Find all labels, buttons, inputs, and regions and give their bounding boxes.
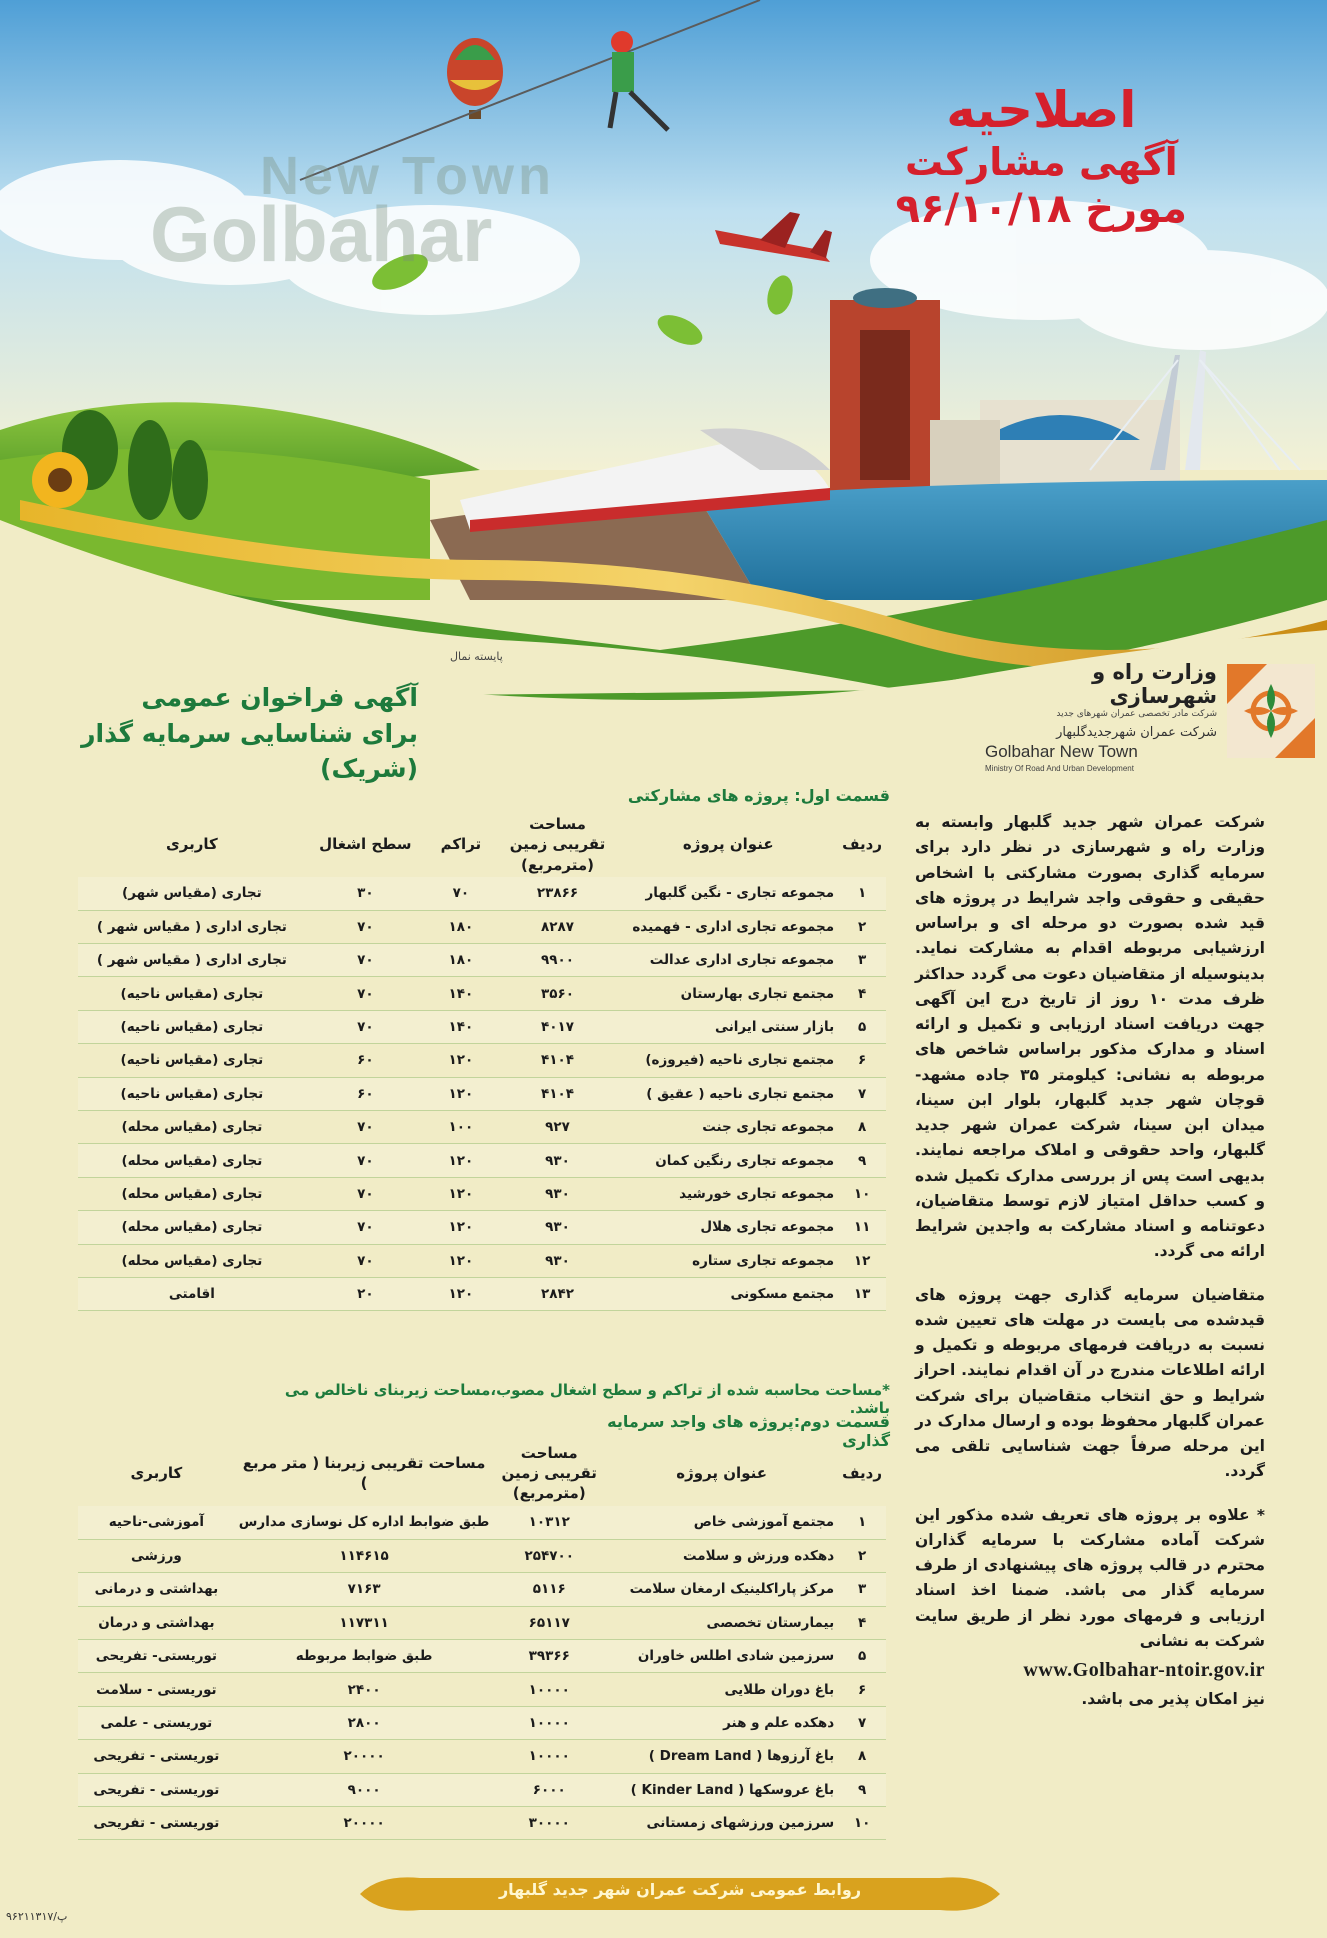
body-closing: نیز امکان پذیر می باشد. [1081, 1689, 1265, 1708]
table-row [78, 1573, 886, 1606]
table-row [78, 1177, 886, 1210]
row-number-cell: ۱۳ [838, 1277, 886, 1310]
land-use-cell: تجاری (مقیاس ناحیه) [78, 1010, 306, 1043]
table-row [78, 1110, 886, 1143]
building-area-cell: ۱۱۷۳۱۱ [235, 1606, 494, 1639]
land-area-cell: ۹۹۰۰ [497, 944, 619, 977]
land-area-cell: ۴۱۰۴ [497, 1044, 619, 1077]
project-title-cell: باغ آرزوها ( Dream Land ) [605, 1740, 838, 1773]
table-row [78, 1539, 886, 1572]
density-cell: ۱۸۰ [425, 944, 497, 977]
land-area-cell: ۱۰۳۱۲ [493, 1506, 605, 1539]
row-number-cell: ۲ [838, 1539, 886, 1572]
partnership-projects-table [78, 812, 886, 1311]
occupancy-cell: ۷۰ [306, 944, 425, 977]
project-title-cell: سرزمین شادی اطلس خاوران [605, 1640, 838, 1673]
row-number-cell: ۳ [838, 944, 886, 977]
column-header-4: سطح اشغال [319, 835, 412, 854]
table-row [78, 1144, 886, 1177]
project-title-cell: مرکز پاراکلینیک ارمغان سلامت [605, 1573, 838, 1606]
land-area-cell: ۳۹۳۶۶ [493, 1640, 605, 1673]
project-title-cell: مجتمع مسکونی [618, 1277, 838, 1310]
column-header-4: کاربری [130, 1463, 183, 1482]
project-title-cell: بیمارستان تخصصی [605, 1606, 838, 1639]
company-name-en: Golbahar New Town [985, 742, 1138, 761]
density-cell: ۱۸۰ [425, 910, 497, 943]
occupancy-cell: ۶۰ [306, 1077, 425, 1110]
land-area-cell: ۹۲۷ [497, 1110, 619, 1143]
photo-credit: پایسته نمال [450, 650, 503, 663]
table-row [78, 877, 886, 910]
land-use-cell: ورزشی [78, 1539, 235, 1572]
project-title-cell: مجموعه تجاری خورشید [618, 1177, 838, 1210]
land-use-cell: تجاری اداری ( مقیاس شهر ) [78, 944, 306, 977]
ministry-subtitle: شرکت مادر تخصصی عمران شهرهای جدید [1056, 709, 1217, 719]
land-area-cell: ۱۰۰۰۰ [493, 1740, 605, 1773]
table-row [78, 977, 886, 1010]
table-header-row [78, 812, 886, 877]
land-area-cell: ۱۰۰۰۰ [493, 1706, 605, 1739]
correction-subtitle: آگهی مشارکت [905, 139, 1178, 184]
project-title-cell: مجموعه تجاری هلال [618, 1211, 838, 1244]
correction-title-block [896, 82, 1187, 233]
project-title-cell: مجموعه تجاری رنگین کمان [618, 1144, 838, 1177]
section-2-title: قسمت دوم:پروژه های واجد سرمایه گذاری [607, 1412, 890, 1450]
project-title-cell: بازار سنتی ایرانی [618, 1010, 838, 1043]
section-1-title: قسمت اول: پروژه های مشارکتی [627, 786, 890, 805]
project-title-cell: مجموعه تجاری ستاره [618, 1244, 838, 1277]
table-row [78, 1706, 886, 1739]
land-area-cell: ۳۰۰۰۰ [493, 1807, 605, 1840]
row-number-cell: ۸ [838, 1740, 886, 1773]
body-paragraph-3: * علاوه بر پروژه های تعریف شده مذکور این شرکت آماده مشارکت با سرمایه گذاران محترم در قالب پروژه های پیشنهادی از طرف سرمایه گذار می باشد. ضمنا اخذ اسناد ارزیابی و فرمهای مورد نظر از طریق سایت شرکت به نشانی [915, 1505, 1266, 1650]
row-number-cell: ۶ [838, 1673, 886, 1706]
density-cell: ۱۴۰ [425, 977, 497, 1010]
column-header-2: مساحت تقریبی زمین (مترمربع) [509, 815, 606, 874]
building-area-cell: ۲۸۰۰ [235, 1706, 494, 1739]
land-use-cell: اقامتی [78, 1277, 306, 1310]
density-cell: ۱۲۰ [425, 1044, 497, 1077]
project-title-cell: مجموعه تجاری - نگین گلبهار [618, 877, 838, 910]
project-title-cell: باغ عروسکها ( Kinder Land ) [605, 1773, 838, 1806]
ministry-name-en: Ministry Of Road And Urban Development [985, 764, 1134, 773]
occupancy-cell: ۷۰ [306, 977, 425, 1010]
land-area-cell: ۴۰۱۷ [497, 1010, 619, 1043]
project-title-cell: مجموعه تجاری جنت [618, 1110, 838, 1143]
land-use-cell: تجاری اداری ( مقیاس شهر ) [78, 910, 306, 943]
row-number-cell: ۱ [838, 1506, 886, 1539]
project-title-cell: مجتمع تجاری ناحیه ( عقیق ) [618, 1077, 838, 1110]
project-title-cell: سرزمین ورزشهای زمستانی [605, 1807, 838, 1840]
table-row [78, 910, 886, 943]
land-area-cell: ۹۳۰ [497, 1244, 619, 1277]
brand-watermark [150, 145, 555, 280]
land-use-cell: توریستی - سلامت [78, 1673, 235, 1706]
land-use-cell: توریستی - تفریحی [78, 1773, 235, 1806]
land-area-cell: ۲۸۴۲ [497, 1277, 619, 1310]
building-area-cell: طبق ضوابط اداره کل نوسازی مدارس [235, 1506, 494, 1539]
land-use-cell: تجاری (مقیاس محله) [78, 1244, 306, 1277]
golbahar-logo-icon [1227, 664, 1315, 758]
occupancy-cell: ۷۰ [306, 1211, 425, 1244]
column-header-2: مساحت تقریبی زمین (مترمربع) [501, 1443, 597, 1503]
column-header-0: ردیف [842, 1463, 882, 1482]
density-cell: ۷۰ [425, 877, 497, 910]
row-number-cell: ۷ [838, 1706, 886, 1739]
land-use-cell: تجاری (مقیاس محله) [78, 1144, 306, 1177]
call-title-line-2: برای شناسایی سرمایه گذار [81, 718, 418, 748]
row-number-cell: ۵ [838, 1010, 886, 1043]
density-cell: ۱۲۰ [425, 1244, 497, 1277]
occupancy-cell: ۷۰ [306, 1177, 425, 1210]
table-row [78, 1211, 886, 1244]
land-area-cell: ۹۳۰ [497, 1177, 619, 1210]
row-number-cell: ۴ [838, 977, 886, 1010]
land-use-cell: تجاری (مقیاس محله) [78, 1211, 306, 1244]
land-use-cell: تجاری (مقیاس ناحیه) [78, 1044, 306, 1077]
row-number-cell: ۴ [838, 1606, 886, 1639]
occupancy-cell: ۷۰ [306, 1244, 425, 1277]
column-header-3: مساحت تقریبی زیربنا ( متر مربع ) [242, 1453, 486, 1492]
density-cell: ۱۲۰ [425, 1177, 497, 1210]
footer-public-relations: روابط عمومی شرکت عمران شهر جدید گلبهار [498, 1880, 862, 1899]
table-row [78, 1010, 886, 1043]
land-area-cell: ۹۳۰ [497, 1211, 619, 1244]
density-cell: ۱۲۰ [425, 1211, 497, 1244]
sunflower-icon [32, 452, 88, 508]
building-area-cell: ۹۰۰۰ [235, 1773, 494, 1806]
building-area-cell: ۲۰۰۰۰ [235, 1740, 494, 1773]
row-number-cell: ۱۱ [838, 1211, 886, 1244]
logo-text [985, 660, 1217, 773]
table-row [78, 944, 886, 977]
land-use-cell: بهداشتی و درمانی [78, 1573, 235, 1606]
table-row [78, 1606, 886, 1639]
brand-line-2: Golbahar [150, 190, 493, 278]
correction-date: مورخ ۹۶/۱۰/۱۸ [895, 186, 1187, 233]
row-number-cell: ۸ [838, 1110, 886, 1143]
investment-projects-table [78, 1440, 886, 1840]
column-header-0: ردیف [842, 835, 882, 854]
land-use-cell: تجاری (مقیاس ناحیه) [78, 1077, 306, 1110]
land-use-cell: توریستی- تفریحی [78, 1640, 235, 1673]
table-row [78, 1807, 886, 1840]
land-area-cell: ۲۳۸۶۶ [497, 877, 619, 910]
row-number-cell: ۹ [838, 1773, 886, 1806]
row-number-cell: ۷ [838, 1077, 886, 1110]
building-area-cell: ۲۴۰۰ [235, 1673, 494, 1706]
land-use-cell: تجاری (مقیاس محله) [78, 1110, 306, 1143]
table-row [78, 1506, 886, 1539]
occupancy-cell: ۷۰ [306, 1110, 425, 1143]
project-title-cell: مجموعه تجاری اداری - فهمیده [618, 910, 838, 943]
project-title-cell: مجموعه تجاری اداری عدالت [618, 944, 838, 977]
ad-code: ۹۶۲۱۱۳۱۷/پ [6, 1910, 68, 1923]
table-row [78, 1640, 886, 1673]
call-title [78, 680, 418, 787]
row-number-cell: ۱۰ [838, 1177, 886, 1210]
occupancy-cell: ۲۰ [306, 1277, 425, 1310]
table-row [78, 1740, 886, 1773]
occupancy-cell: ۷۰ [306, 1010, 425, 1043]
project-title-cell: مجتمع تجاری بهارستان [618, 977, 838, 1010]
row-number-cell: ۱ [838, 877, 886, 910]
row-number-cell: ۱۰ [838, 1807, 886, 1840]
project-title-cell: دهکده علم و هنر [605, 1706, 838, 1739]
density-cell: ۱۴۰ [425, 1010, 497, 1043]
building-area-cell: طبق ضوابط مربوطه [235, 1640, 494, 1673]
call-title-line-1: آگهی فراخوان عمومی [141, 683, 418, 712]
occupancy-cell: ۳۰ [306, 877, 425, 910]
occupancy-cell: ۶۰ [306, 1044, 425, 1077]
table-row [78, 1044, 886, 1077]
announcement-body [915, 810, 1265, 1712]
land-area-cell: ۸۲۸۷ [497, 910, 619, 943]
building-area-cell: ۷۱۶۳ [235, 1573, 494, 1606]
land-area-cell: ۵۱۱۶ [493, 1573, 605, 1606]
density-cell: ۱۲۰ [425, 1077, 497, 1110]
column-header-1: عنوان پروژه [682, 835, 774, 854]
land-area-cell: ۴۱۰۴ [497, 1077, 619, 1110]
land-use-cell: توریستی - تفریحی [78, 1740, 235, 1773]
land-area-cell: ۹۳۰ [497, 1144, 619, 1177]
header-banner [0, 0, 1327, 700]
row-number-cell: ۲ [838, 910, 886, 943]
row-number-cell: ۹ [838, 1144, 886, 1177]
row-number-cell: ۱۲ [838, 1244, 886, 1277]
section-1-note: *مساحت محاسبه شده از تراکم و سطح اشغال مصوب،مساحت زیربنای ناخالص می باشد. [284, 1381, 890, 1417]
body-paragraph-1: شرکت عمران شهر جدید گلبهار وابسته به وزارت راه و شهرسازی در نظر دارد برای سرمایه گذاری بصورت مشارکتی با اشخاص حقیقی و حقوقی واجد شرایط در پروژه های قید شده بصورت دو مرحله ای و براساس ارزشیابی مربوطه اقدام به مشارکت نماید. بدینوسیله از متقاضیان دعوت می گردد حداکثر ظرف مدت ۱۰ روز از تاریخ درج این آگهی جهت دریافت اسناد ارزیابی و تکمیل و ارائه اسناد و مدارک مذکور براساس شاخص های مربوطه به نشانی: کیلومتر ۳۵ جاده مشهد-قوچان شهر جدید گلبهار، بلوار ابن سینا، میدان ابن سینا، شرکت عمران شهر جدید گلبهار، واحد حقوقی و املاک مراجعه نمایند. بدیهی است پس از بررسی مدارک تکمیل شده و کسب حداقل امتیاز لازم توسط متقاضیان، دعوتنامه و اسناد مشارکت به واجدین شرایط ارائه می گردد. [915, 813, 1265, 1261]
density-cell: ۱۲۰ [425, 1277, 497, 1310]
project-title-cell: باغ دوران طلایی [605, 1673, 838, 1706]
land-area-cell: ۲۵۴۷۰۰ [493, 1539, 605, 1572]
correction-title: اصلاحیه [946, 81, 1137, 139]
company-name-fa: شرکت عمران شهرجدیدگلبهار [1056, 725, 1217, 740]
call-title-line-3: (شریک) [320, 754, 418, 783]
column-header-5: کاربری [166, 835, 218, 854]
land-use-cell: توریستی - علمی [78, 1706, 235, 1739]
table-row [78, 1077, 886, 1110]
occupancy-cell: ۷۰ [306, 910, 425, 943]
building-area-cell: ۲۰۰۰۰ [235, 1807, 494, 1840]
table-row [78, 1277, 886, 1310]
project-title-cell: دهکده ورزش و سلامت [605, 1539, 838, 1572]
table-row [78, 1244, 886, 1277]
land-use-cell: بهداشتی و درمان [78, 1606, 235, 1639]
table-row [78, 1773, 886, 1806]
ministry-logo-block [985, 658, 1315, 783]
occupancy-cell: ۷۰ [306, 1144, 425, 1177]
column-header-3: تراکم [440, 835, 482, 854]
density-cell: ۱۰۰ [425, 1110, 497, 1143]
project-title-cell: مجتمع تجاری ناحیه (فیروزه) [618, 1044, 838, 1077]
land-use-cell: تجاری (مقیاس شهر) [78, 877, 306, 910]
land-area-cell: ۱۰۰۰۰ [493, 1673, 605, 1706]
land-area-cell: ۳۵۶۰ [497, 977, 619, 1010]
row-number-cell: ۶ [838, 1044, 886, 1077]
land-use-cell: تجاری (مقیاس ناحیه) [78, 977, 306, 1010]
row-number-cell: ۳ [838, 1573, 886, 1606]
land-use-cell: تجاری (مقیاس محله) [78, 1177, 306, 1210]
project-title-cell: مجتمع آموزشی خاص [605, 1506, 838, 1539]
row-number-cell: ۵ [838, 1640, 886, 1673]
land-area-cell: ۶۵۱۱۷ [493, 1606, 605, 1639]
table-row [78, 1673, 886, 1706]
ministry-name: وزارت راه و شهرسازی [1092, 660, 1217, 708]
body-paragraph-2: متقاضیان سرمایه گذاری جهت پروژه های قیدشده می بایست در مهلت های تعیین شده نسبت به دریافت فرمهای مربوطه و تکمیل و ارائه اطلاعات مندرج در آن اقدام نمایند. احراز شرایط و حق انتخاب متقاضیان برای شرکت عمران گلبهار محفوظ بوده و ارسال مدارک در این مرحله صرفاً جهت شناسایی تلقی می گردد. [915, 1285, 1265, 1481]
land-use-cell: توریستی - تفریحی [78, 1807, 235, 1840]
column-header-1: عنوان پروژه [676, 1463, 767, 1482]
website-link[interactable]: www.Golbahar-ntoir.gov.ir [1023, 1659, 1265, 1681]
density-cell: ۱۲۰ [425, 1144, 497, 1177]
table-header-row [78, 1440, 886, 1506]
brand-line-1: New Town [260, 146, 555, 206]
land-area-cell: ۶۰۰۰ [493, 1773, 605, 1806]
building-area-cell: ۱۱۴۶۱۵ [235, 1539, 494, 1572]
land-use-cell: آموزشی-ناحیه [78, 1506, 235, 1539]
